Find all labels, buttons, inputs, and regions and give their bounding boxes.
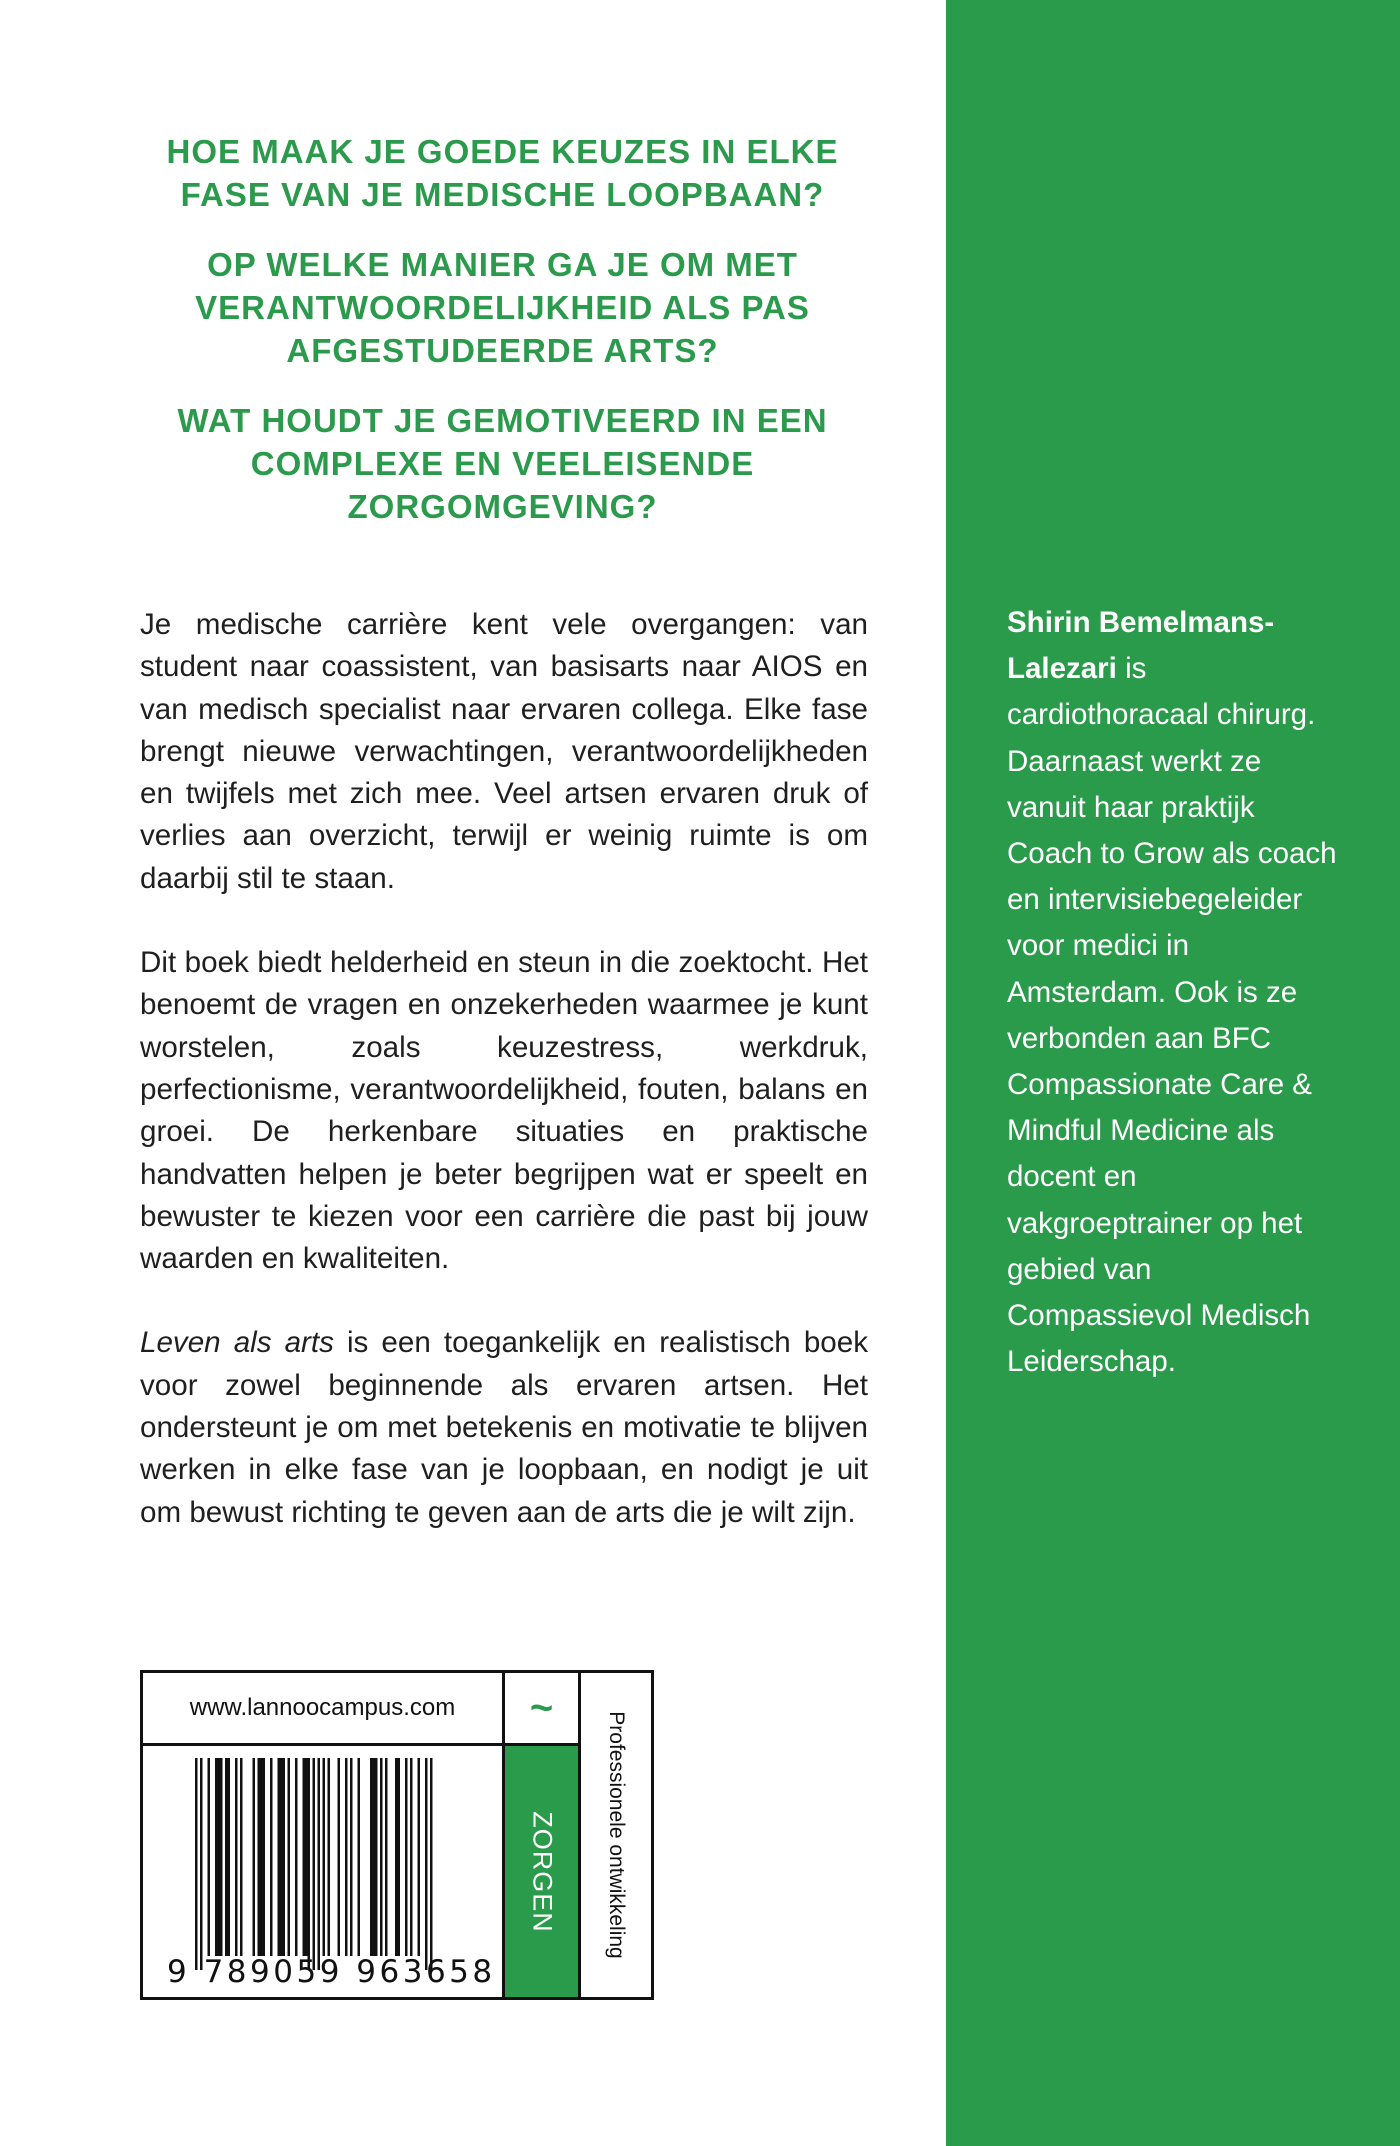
barcode-bar	[418, 1758, 421, 1956]
publisher-url: www.lannoocampus.com	[143, 1673, 505, 1746]
question-3: WAT HOUDT JE GEMOTIVEERD IN EEN COMPLEXE EN VEELEISENDE ZORGOMGEVING?	[177, 402, 828, 525]
barcode-bar	[410, 1758, 413, 1956]
barcode-bar	[200, 1758, 203, 1970]
barcode-bar	[235, 1758, 238, 1956]
category-band	[505, 1746, 581, 1997]
blurb-paragraph-1: Je medische carrière kent vele overgangen: van student naar coassistent, van basisarts naar AIOS en van medisch specialist naar ervaren collega. Elke fase brengt nieuwe verwachtingen, verantwoordelijkheden en twijfels met zich mee. Veel artsen ervaren druk of verlies aan overzicht, terwijl er weinig ruimte is om daarbij stil te staan.	[140, 608, 868, 895]
barcode-bar	[398, 1758, 401, 1956]
barcode-bar	[350, 1758, 353, 1956]
barcode-bar	[225, 1758, 228, 1956]
barcode-bar	[370, 1758, 373, 1956]
blurb-paragraph-3	[140, 1322, 868, 1533]
category-cell	[581, 1673, 651, 1997]
barcode-bar	[385, 1758, 388, 1956]
barcode-bar	[323, 1758, 326, 1956]
barcode-bar	[253, 1758, 256, 1956]
subcategory-label: Professionele ontwikkeling	[605, 1711, 628, 1959]
author-bio	[1007, 600, 1337, 1385]
barcode-bar	[430, 1758, 433, 1970]
barcode-bar	[228, 1758, 231, 1956]
barcode-bar	[358, 1758, 361, 1956]
barcode-bar	[283, 1758, 286, 1956]
barcode-bar	[373, 1758, 376, 1956]
category-label: ZORGEN	[527, 1810, 557, 1933]
barcode-bar	[395, 1758, 398, 1956]
barcode-bar	[380, 1758, 383, 1956]
barcode-bar	[240, 1758, 243, 1956]
blurb-paragraph-2: Dit boek biedt helderheid en steun in die zoektocht. Het benoemt de vragen en onzekerheden waarmee je kunt worstelen, zoals keuzestress, werkdruk, perfectionisme, verantwoordelijkheid, fouten, balans en groei. De herkenbare situaties en praktische handvatten helpen je beter begrijpen wat er speelt en bewuster te kiezen voor een carrière die past bij jouw waarden en kwaliteiten.	[140, 946, 868, 1276]
barcode-bar	[375, 1758, 378, 1956]
isbn-digits: 9 789059 963658	[167, 1954, 496, 1990]
barcode-bar	[280, 1758, 283, 1956]
barcode-bar	[260, 1758, 263, 1956]
blurb-paragraph-3-text: is een toegankelijk en realistisch boek voor zowel beginnende als ervaren artsen. Het ondersteunt je om met betekenis en motivatie te blijven werken in elke fase van je loopbaan, en nodigt je uit om bewust richting te geven aan de arts die je wilt zijn.	[140, 1326, 868, 1529]
barcode-bar	[313, 1758, 316, 1970]
barcode-bar	[308, 1758, 311, 1970]
barcode-bar	[215, 1758, 218, 1956]
barcode-cell	[143, 1746, 505, 1997]
barcode-bar	[425, 1758, 428, 1970]
barcode-bar	[345, 1758, 348, 1956]
barcode-bar	[278, 1758, 281, 1956]
question-2: OP WELKE MANIER GA JE OM MET VERANTWOORDELIJKHEID ALS PAS AFGESTUDEERDE ARTS?	[195, 246, 810, 369]
barcode-bar	[258, 1758, 261, 1956]
cover-questions	[120, 130, 885, 555]
question-1: HOE MAAK JE GOEDE KEUZES IN ELKE FASE VAN JE MEDISCHE LOOPBAAN?	[166, 133, 839, 213]
barcode-bar	[305, 1758, 308, 1956]
barcode-bar	[220, 1758, 223, 1956]
barcode-bar	[405, 1758, 408, 1956]
barcode-box	[140, 1670, 654, 2000]
barcode-bar	[303, 1758, 306, 1956]
barcode-bar	[328, 1758, 331, 1956]
barcode-bar	[195, 1758, 198, 1970]
barcode-bar	[295, 1758, 298, 1956]
barcode-bar	[263, 1758, 266, 1956]
author-name: Shirin Bemelmans-Lalezari	[1007, 606, 1275, 686]
barcode-bar	[270, 1758, 273, 1956]
book-title: Leven als arts	[140, 1326, 334, 1360]
barcode-bar	[318, 1758, 321, 1970]
barcode-bar	[208, 1758, 211, 1956]
author-bio-text: is cardiothoracaal chirurg. Daarnaast werkt ze vanuit haar praktijk Coach to Grow als coach en intervisiebegeleider voor medici in Amsterdam. Ook is ze verbonden aan BFC Compassionate Care & Mindful Medicine als docent en vakgroeptrainer op het gebied van Compassievol Medisch Leiderschap.	[1007, 652, 1337, 1379]
barcode-bar	[218, 1758, 221, 1956]
barcode-bar	[288, 1758, 291, 1956]
blurb	[140, 604, 868, 1576]
publisher-logo-icon: ~	[505, 1673, 581, 1746]
barcode-bar	[338, 1758, 341, 1956]
